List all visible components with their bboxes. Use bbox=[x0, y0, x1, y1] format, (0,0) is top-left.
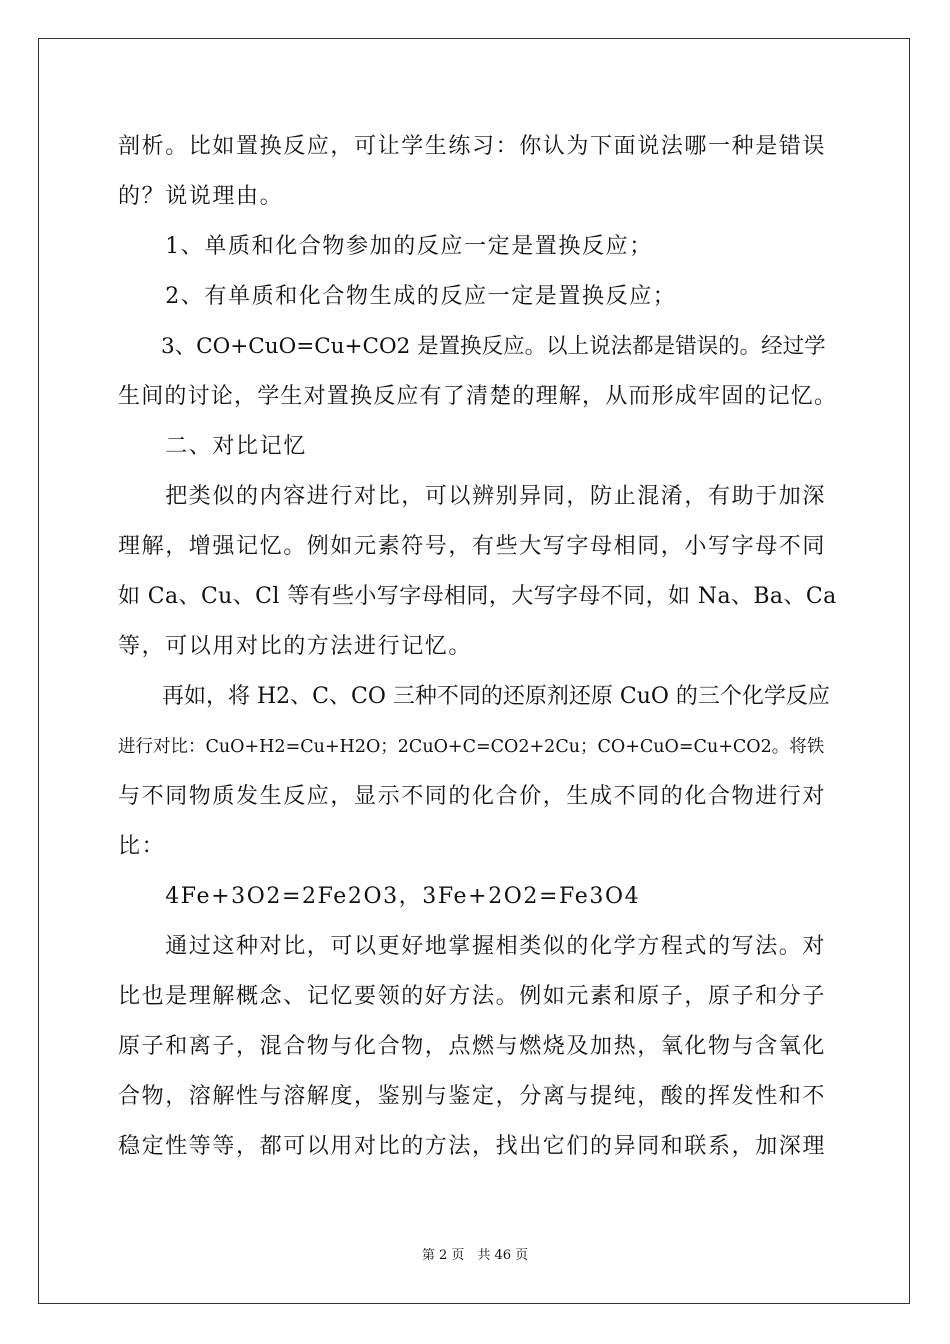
text-line: 2、有单质和化合物生成的反应一定是置换反应； bbox=[118, 284, 677, 309]
text-line: 与不同物质发生反应，显示不同的化合价，生成不同的化合物进行对 bbox=[118, 784, 827, 809]
text-line: 合物，溶解性与溶解度，鉴别与鉴定，分离与提纯，酸的挥发性和不 bbox=[118, 1084, 827, 1109]
text-line: 如 Ca、Cu、Cl 等有些小写字母相同，大写字母不同，如 Na、Ba、Ca bbox=[118, 584, 837, 609]
page-number: 第 2 页 共 46 页 bbox=[421, 1248, 529, 1263]
text-line: 稳定性等等，都可以用对比的方法，找出它们的异同和联系，加深理 bbox=[118, 1134, 827, 1159]
text-line: 进行对比：CuO+H2=Cu+H2O；2CuO+C=CO2+2Cu；CO+CuO=Cu+CO2。将铁 bbox=[118, 737, 825, 757]
text-line: 1、单质和化合物参加的反应一定是置换反应； bbox=[118, 234, 653, 259]
text-line: 比： bbox=[118, 834, 166, 859]
text-line: 的？说说理由。 bbox=[118, 184, 284, 209]
page-border bbox=[38, 38, 910, 1304]
text-line: 剖析。比如置换反应，可让学生练习：你认为下面说法哪一种是错误 bbox=[118, 134, 827, 159]
text-line: 等，可以用对比的方法进行记忆。 bbox=[118, 634, 473, 659]
text-line: 把类似的内容进行对比，可以辨别异同，防止混淆，有助于加深 bbox=[118, 484, 827, 509]
equation-line: 4Fe+3O2=2Fe2O3，3Fe+2O2=Fe3O4 bbox=[118, 884, 641, 909]
text-line: 3、CO+CuO=Cu+CO2 是置换反应。以上说法都是错误的。经过学 bbox=[118, 334, 826, 359]
text-line: 再如，将 H2、C、CO 三种不同的还原剂还原 CuO 的三个化学反应 bbox=[118, 684, 830, 709]
text-line: 通过这种对比，可以更好地掌握相类似的化学方程式的写法。对 bbox=[118, 934, 827, 959]
section-heading: 二、对比记忆 bbox=[118, 434, 307, 459]
text-line: 原子和离子，混合物与化合物，点燃与燃烧及加热，氧化物与含氧化 bbox=[118, 1034, 827, 1059]
text-line: 理解，增强记忆。例如元素符号，有些大写字母相同，小写字母不同 bbox=[118, 534, 827, 559]
text-line: 生间的讨论，学生对置换反应有了清楚的理解，从而形成牢固的记忆。 bbox=[118, 384, 838, 409]
text-line: 比也是理解概念、记忆要领的好方法。例如元素和原子，原子和分子 bbox=[118, 984, 827, 1009]
